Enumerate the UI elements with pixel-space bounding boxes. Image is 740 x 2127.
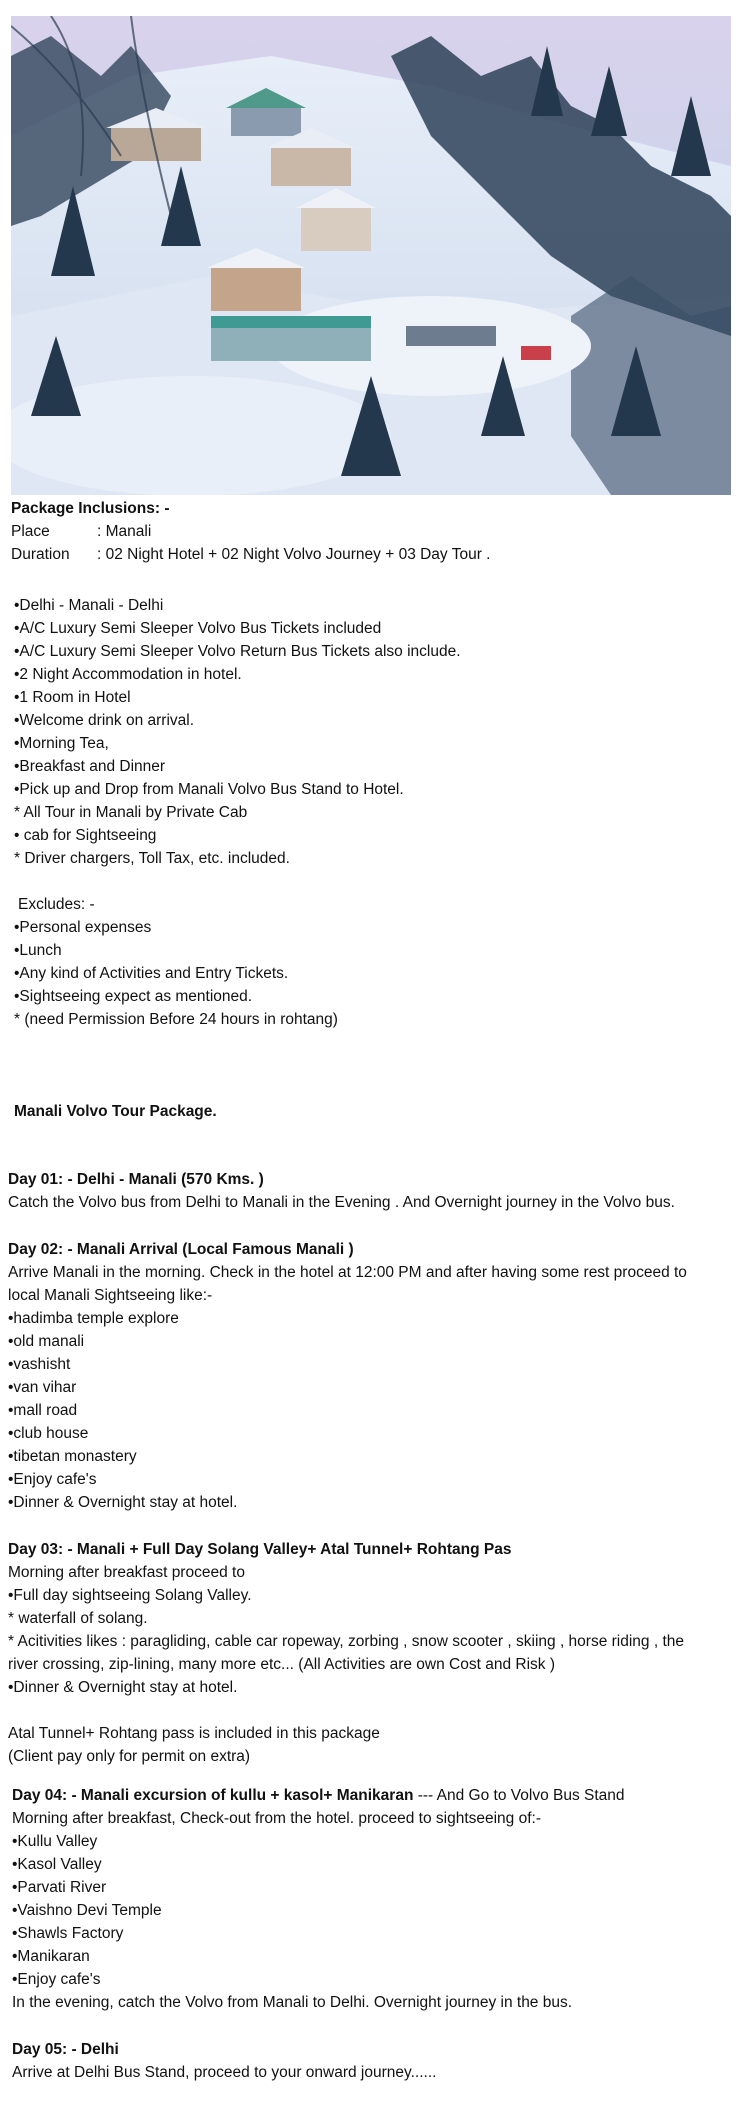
day2-text: local Manali Sightseeing like:- — [8, 1287, 213, 1304]
day4-item: •Enjoy cafe's — [12, 1971, 101, 1988]
day2-item: •mall road — [8, 1402, 78, 1419]
day3-text: Morning after breakfast proceed to — [8, 1564, 245, 1581]
day4-item: •Kullu Valley — [12, 1833, 98, 1850]
day3-item: * Acitivities likes : paragliding, cable car ropeway, zorbing , snow scooter , skiing , horse riding , the — [8, 1633, 685, 1650]
inclusion-item: •2 Night Accommodation in hotel. — [14, 666, 242, 683]
day4-title-suffix: --- And Go to Volvo Bus Stand — [413, 1787, 625, 1804]
day2-text: Arrive Manali in the morning. Check in the hotel at 12:00 PM and after having some rest proceed to — [8, 1264, 687, 1281]
day2-item: •van vihar — [8, 1379, 77, 1396]
day2-item: •old manali — [8, 1333, 85, 1350]
day2-item: •tibetan monastery — [8, 1448, 137, 1465]
inclusion-item: •Morning Tea, — [14, 735, 109, 752]
day5-title: Day 05: - Delhi — [12, 2041, 119, 2058]
day4-text: Morning after breakfast, Check-out from the hotel. proceed to sightseeing of:- — [12, 1810, 541, 1827]
day1-title: Day 01: - Delhi - Manali (570 Kms. ) — [8, 1171, 264, 1188]
day2-title: Day 02: - Manali Arrival (Local Famous Manali ) — [8, 1241, 354, 1258]
exclude-item: * (need Permission Before 24 hours in rohtang) — [14, 1011, 338, 1028]
inclusion-item: •Pick up and Drop from Manali Volvo Bus Stand to Hotel. — [14, 781, 404, 798]
day2-item: •hadimba temple explore — [8, 1310, 179, 1327]
inclusion-item: •Breakfast and Dinner — [14, 758, 166, 775]
inclusion-item: •A/C Luxury Semi Sleeper Volvo Return Bus Tickets also include. — [14, 643, 461, 660]
package-title: Manali Volvo Tour Package. — [14, 1103, 217, 1120]
day5-text: Arrive at Delhi Bus Stand, proceed to your onward journey...... — [12, 2064, 437, 2081]
day1-text: Catch the Volvo bus from Delhi to Manali in the Evening . And Overnight journey in the Volvo bus. — [8, 1194, 675, 1211]
day4-item: •Shawls Factory — [12, 1925, 124, 1942]
inclusion-item: • cab for Sightseeing — [14, 827, 157, 844]
place-row — [11, 520, 151, 543]
duration-value: : 02 Night Hotel + 02 Night Volvo Journey + 03 Day Tour . — [97, 546, 491, 563]
day3-note: (Client pay only for permit on extra) — [8, 1748, 251, 1765]
place-value: : Manali — [97, 523, 152, 540]
day3-item: •Dinner & Overnight stay at hotel. — [8, 1679, 238, 1696]
inclusion-item: •1 Room in Hotel — [14, 689, 131, 706]
inclusion-item: * Driver chargers, Toll Tax, etc. included. — [14, 850, 290, 867]
inclusion-item: •Welcome drink on arrival. — [14, 712, 195, 729]
day4-item: •Kasol Valley — [12, 1856, 102, 1873]
day4-item: •Vaishno Devi Temple — [12, 1902, 162, 1919]
day4-title-row — [12, 1784, 625, 1807]
place-label: Place — [11, 523, 50, 540]
exclude-item: •Any kind of Activities and Entry Tickets. — [14, 965, 289, 982]
day3-title: Day 03: - Manali + Full Day Solang Valley+ Atal Tunnel+ Rohtang Pas — [8, 1541, 512, 1558]
exclude-item: •Sightseeing expect as mentioned. — [14, 988, 253, 1005]
day3-item: river crossing, zip-lining, many more etc... (All Activities are own Cost and Risk ) — [8, 1656, 555, 1673]
day4-text: In the evening, catch the Volvo from Manali to Delhi. Overnight journey in the bus. — [12, 1994, 573, 2011]
duration-row — [11, 543, 490, 566]
inclusions-heading: Package Inclusions: - — [11, 500, 170, 517]
day3-note: Atal Tunnel+ Rohtang pass is included in this package — [8, 1725, 380, 1742]
exclude-item: •Lunch — [14, 942, 62, 959]
inclusion-item: * All Tour in Manali by Private Cab — [14, 804, 248, 821]
day2-item: •Enjoy cafe's — [8, 1471, 97, 1488]
day4-item: •Parvati River — [12, 1879, 107, 1896]
day2-item: •Dinner & Overnight stay at hotel. — [8, 1494, 238, 1511]
exclude-item: •Personal expenses — [14, 919, 152, 936]
day4-item: •Manikaran — [12, 1948, 90, 1965]
duration-label: Duration — [11, 546, 70, 563]
inclusion-item: •Delhi - Manali - Delhi — [14, 597, 164, 614]
day3-item: •Full day sightseeing Solang Valley. — [8, 1587, 252, 1604]
day2-item: •club house — [8, 1425, 89, 1442]
excludes-heading: Excludes: - — [18, 896, 95, 913]
inclusion-item: •A/C Luxury Semi Sleeper Volvo Bus Tickets included — [14, 620, 382, 637]
day4-title: Day 04: - Manali excursion of kullu + kasol+ Manikaran — [12, 1787, 414, 1804]
hero-photo-snowy-manali — [11, 16, 731, 495]
day2-item: •vashisht — [8, 1356, 71, 1373]
day3-item: * waterfall of solang. — [8, 1610, 148, 1627]
